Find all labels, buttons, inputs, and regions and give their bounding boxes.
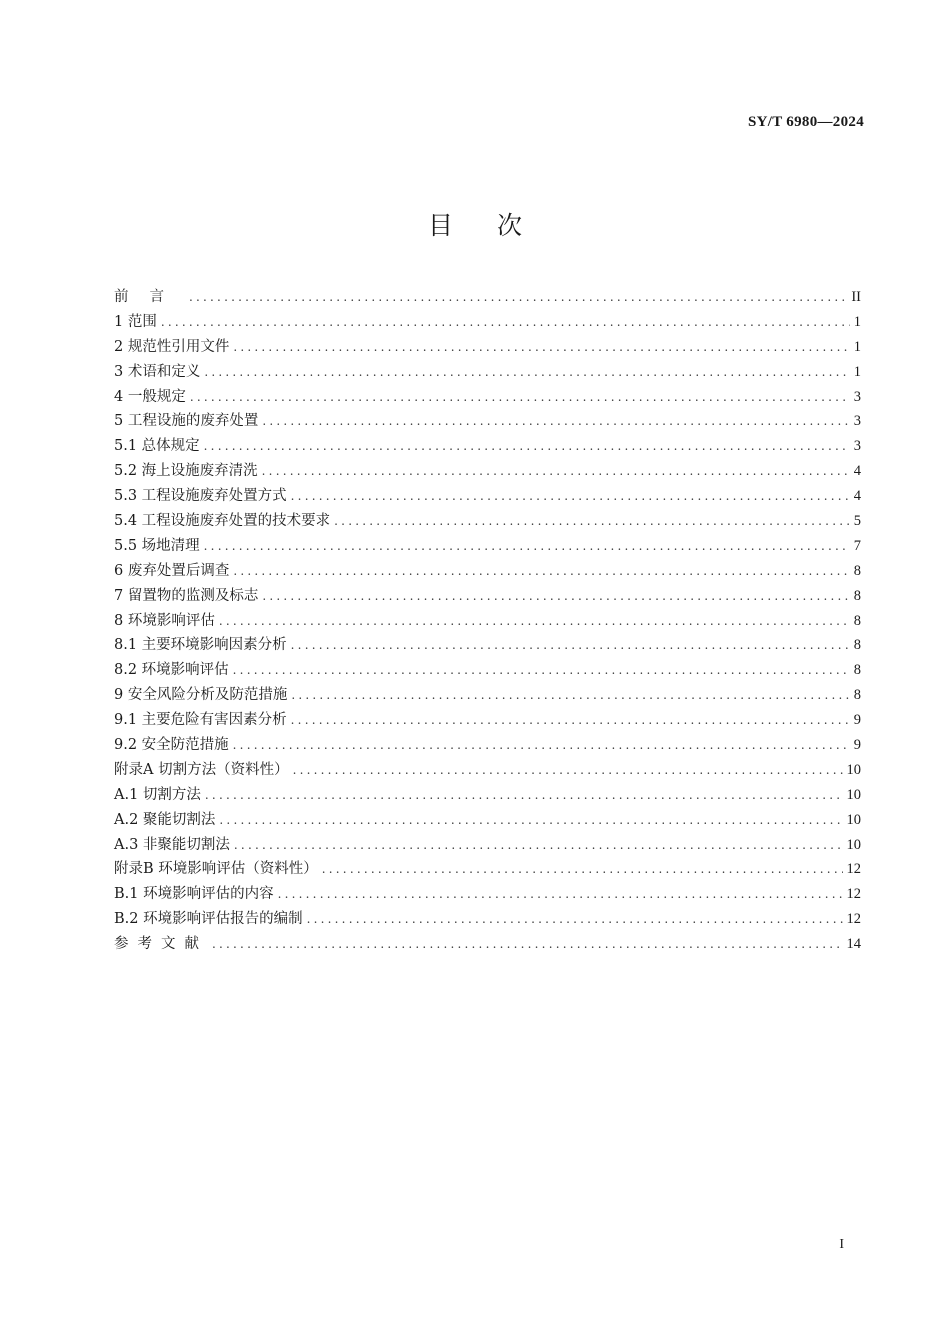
toc-entry-page: 10 — [846, 786, 861, 803]
toc-entry-label: 8.2 环境影响评估 — [114, 662, 229, 679]
toc-entry-label: A.1 切割方法 — [114, 786, 201, 803]
toc-dot-leader — [233, 738, 850, 752]
toc-entry-label: 9 安全风险分析及防范措施 — [114, 687, 288, 704]
toc-entry-label: B.2 环境影响评估报告的编制 — [114, 911, 303, 928]
toc-dot-leader — [190, 390, 850, 404]
toc-entry-page: 3 — [853, 388, 861, 405]
toc-entry[interactable] — [114, 310, 861, 335]
toc-title: 目次 — [427, 211, 566, 240]
toc-entry-label: 附录A 切割方法（资料性） — [114, 761, 289, 778]
table-of-contents — [114, 285, 861, 957]
toc-entry-page: 12 — [846, 861, 861, 878]
toc-dot-leader — [233, 663, 850, 677]
toc-entry-label: 2 规范性引用文件 — [114, 338, 230, 355]
toc-dot-leader — [291, 638, 850, 652]
toc-entry-page: 9 — [853, 712, 861, 729]
toc-dot-leader — [262, 414, 849, 428]
toc-entry-page: 1 — [853, 363, 861, 380]
toc-entry-label: 5.4 工程设施废弃处置的技术要求 — [114, 513, 331, 530]
toc-entry[interactable] — [114, 907, 861, 932]
toc-entry-label: 7 留置物的监测及标志 — [114, 587, 259, 604]
toc-entry-label: 9.1 主要危险有害因素分析 — [114, 712, 287, 729]
toc-entry-label: 5.2 海上设施废弃清洗 — [114, 463, 258, 480]
toc-entry-page: 8 — [853, 687, 861, 704]
toc-entry-label: 5 工程设施的废弃处置 — [114, 413, 259, 430]
toc-entry[interactable] — [114, 559, 861, 584]
toc-dot-leader — [234, 838, 843, 852]
toc-entry-label: 8 环境影响评估 — [114, 612, 215, 629]
toc-entry-label: A.3 非聚能切割法 — [114, 836, 230, 853]
toc-entry-page: 10 — [846, 836, 861, 853]
toc-entry-page: 8 — [853, 587, 861, 604]
toc-dot-leader — [291, 688, 849, 702]
toc-entry-page: 4 — [853, 488, 861, 505]
toc-entry[interactable] — [114, 683, 861, 708]
toc-dot-leader — [291, 713, 850, 727]
toc-entry-page: II — [851, 289, 861, 305]
toc-entry-page: 10 — [846, 811, 861, 828]
toc-entry[interactable] — [114, 584, 861, 609]
toc-dot-leader — [233, 564, 849, 578]
toc-entry-page: 8 — [853, 637, 861, 654]
toc-entry[interactable] — [114, 609, 861, 634]
toc-entry[interactable] — [114, 833, 861, 858]
toc-entry-page: 8 — [853, 562, 861, 579]
toc-entry[interactable] — [114, 335, 861, 360]
toc-entry-label: 5.1 总体规定 — [114, 438, 200, 455]
toc-entry-label: 附录B 环境影响评估（资料性） — [114, 861, 318, 878]
toc-entry[interactable] — [114, 534, 861, 559]
toc-dot-leader — [307, 912, 843, 926]
toc-entry-page: 10 — [846, 761, 861, 778]
toc-entry[interactable] — [114, 733, 861, 758]
document-code: SY/T 6980—2024 — [747, 114, 864, 130]
toc-entry[interactable] — [114, 509, 861, 534]
toc-entry[interactable] — [114, 708, 861, 733]
toc-entry[interactable] — [114, 434, 861, 459]
toc-entry-label: A.2 聚能切割法 — [114, 811, 216, 828]
toc-entry-page: 9 — [853, 737, 861, 754]
toc-entry-page: 7 — [853, 537, 861, 554]
toc-entry-label: 6 废弃处置后调查 — [114, 562, 230, 579]
toc-dot-leader — [204, 439, 850, 453]
toc-dot-leader — [204, 539, 850, 553]
toc-dot-leader — [212, 937, 843, 951]
toc-entry[interactable] — [114, 360, 861, 385]
toc-entry[interactable] — [114, 285, 861, 310]
toc-entry-page: 8 — [853, 612, 861, 629]
toc-entry[interactable] — [114, 459, 861, 484]
toc-dot-leader — [161, 315, 850, 329]
toc-entry-page: 1 — [853, 313, 861, 330]
toc-entry-label: 4 一般规定 — [114, 388, 186, 405]
toc-dot-leader — [322, 862, 843, 876]
toc-entry-page: 3 — [853, 438, 861, 455]
toc-dot-leader — [205, 788, 843, 802]
toc-entry-label: 1 范围 — [114, 313, 157, 330]
toc-entry-label: 前言 — [114, 289, 185, 305]
toc-entry-page: 8 — [853, 662, 861, 679]
toc-dot-leader — [204, 365, 849, 379]
toc-entry[interactable] — [114, 882, 861, 907]
toc-entry-label: 5.5 场地清理 — [114, 537, 200, 554]
toc-entry-page: 4 — [853, 463, 861, 480]
toc-entry-page: 3 — [853, 413, 861, 430]
toc-dot-leader — [262, 464, 850, 478]
toc-dot-leader — [334, 514, 850, 528]
toc-entry-label: 参考文献 — [114, 936, 208, 953]
toc-dot-leader — [262, 589, 849, 603]
toc-entry-page: 12 — [846, 886, 861, 903]
toc-entry-page: 14 — [846, 936, 861, 953]
toc-entry[interactable] — [114, 409, 861, 434]
toc-entry[interactable] — [114, 633, 861, 658]
toc-entry[interactable] — [114, 385, 861, 410]
toc-entry-label: 5.3 工程设施废弃处置方式 — [114, 488, 287, 505]
toc-dot-leader — [233, 340, 849, 354]
toc-entry[interactable] — [114, 857, 861, 882]
toc-entry[interactable] — [114, 932, 861, 957]
toc-entry-label: 3 术语和定义 — [114, 363, 201, 380]
toc-entry[interactable] — [114, 808, 861, 833]
toc-dot-leader — [219, 813, 842, 827]
toc-dot-leader — [189, 290, 847, 304]
toc-entry-page: 1 — [853, 338, 861, 355]
toc-entry[interactable] — [114, 758, 861, 783]
page-number: I — [839, 1237, 844, 1252]
toc-dot-leader — [291, 489, 850, 503]
toc-entry-label: 9.2 安全防范措施 — [114, 737, 229, 754]
toc-dot-leader — [219, 614, 850, 628]
toc-entry-page: 5 — [853, 513, 861, 530]
toc-entry-label: B.1 环境影响评估的内容 — [114, 886, 274, 903]
toc-entry[interactable] — [114, 484, 861, 509]
toc-entry-page: 12 — [846, 911, 861, 928]
toc-dot-leader — [278, 887, 843, 901]
toc-entry-label: 8.1 主要环境影响因素分析 — [114, 637, 287, 654]
toc-entry[interactable] — [114, 658, 861, 683]
toc-dot-leader — [293, 763, 843, 777]
toc-entry[interactable] — [114, 783, 861, 808]
